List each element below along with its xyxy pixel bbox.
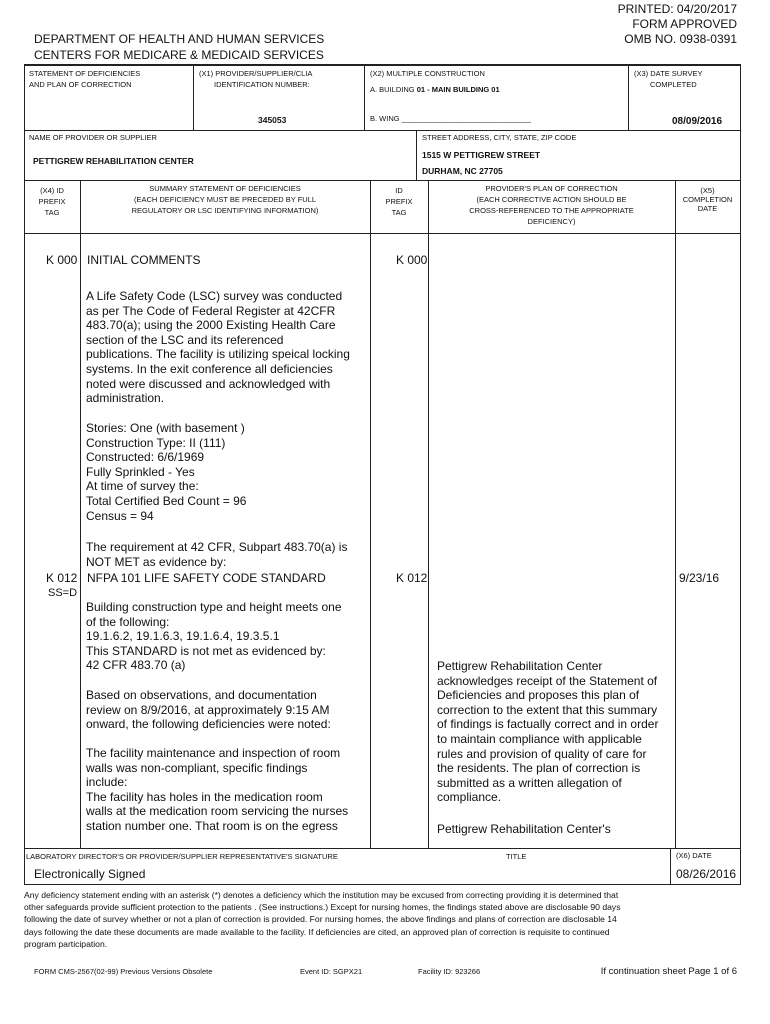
id-header-line2: PREFIX	[385, 197, 413, 206]
x5-header-line2: COMPLETION	[682, 195, 733, 204]
id-header-line1: ID	[395, 186, 403, 195]
plan-continuation: Pettigrew Rehabilitation Center's	[437, 822, 611, 836]
divider-x1	[193, 64, 194, 130]
tag-k012: K 012	[46, 571, 78, 585]
x4-header-line1: (X4) ID	[40, 186, 64, 195]
divider-x3	[628, 64, 629, 130]
tag-k012-right: K 012	[396, 571, 428, 585]
statement-label-line1: STATEMENT OF DEFICIENCIES	[29, 69, 141, 78]
title-label: TITLE	[506, 852, 527, 861]
nfpa-heading: NFPA 101 LIFE SAFETY CODE STANDARD	[87, 571, 326, 585]
tag-k000: K 000	[46, 253, 78, 267]
paragraph-findings: The facility maintenance and inspection of room walls was non-compliant, specific findings include: The facility has holes in the medication room walls at the medication room servicing the nurses station number one. That room is on the egress	[86, 746, 349, 833]
plan-header-line4: DEFICIENCY)	[527, 217, 576, 226]
initial-comments-heading: INITIAL COMMENTS	[87, 253, 201, 267]
rule-before-signature	[24, 848, 741, 849]
plan-header-line1: PROVIDER'S PLAN OF CORRECTION	[485, 184, 618, 193]
street-label: STREET ADDRESS, CITY, STATE, ZIP CODE	[422, 133, 577, 142]
signature-label: LABORATORY DIRECTOR'S OR PROVIDER/SUPPLIER REPRESENTATIVE'S SIGNATURE	[26, 852, 338, 861]
form-number: FORM CMS-2567(02-99) Previous Versions Obsolete	[34, 967, 213, 976]
signature-value: Electronically Signed	[34, 867, 146, 881]
tag-k000-right: K 000	[396, 253, 428, 267]
right-border	[740, 64, 741, 884]
id-header-line3: TAG	[391, 208, 407, 217]
wing-line: B. WING _______________________________	[370, 114, 531, 123]
paragraph-requirement: The requirement at 42 CFR, Subpart 483.70(a) is NOT MET as evidence by:	[86, 540, 348, 569]
rule-after-name	[24, 180, 741, 181]
x5-header-line3: DATE	[697, 204, 718, 213]
divider-col-prefix	[80, 180, 81, 848]
summary-header-line3: REGULATORY OR LSC IDENTIFYING INFORMATION)	[131, 206, 319, 215]
provider-name-label: NAME OF PROVIDER OR SUPPLIER	[29, 133, 157, 142]
facility-id: Facility ID: 923266	[418, 967, 481, 976]
x3-label-line2: COMPLETED	[650, 80, 697, 89]
summary-header-line2: (EACH DEFICIENCY MUST BE PRECEDED BY FULL	[133, 195, 317, 204]
plan-header-line3: CROSS-REFERENCED TO THE APPROPRIATE	[469, 206, 634, 215]
divider-address	[416, 130, 417, 180]
x1-label-line1: (X1) PROVIDER/SUPPLIER/CLIA	[199, 69, 313, 78]
signature-date: 08/26/2016	[676, 867, 737, 881]
divider-col-summary	[370, 180, 371, 848]
divider-x2	[364, 64, 365, 130]
divider-signature-date	[670, 848, 671, 884]
form-approved: FORM APPROVED	[632, 17, 737, 31]
top-rule	[24, 64, 741, 66]
paragraph-lsc-survey: A Life Safety Code (LSC) survey was conducted as per The Code of Federal Register at 42CFR 483.70(a); using the 2000 Existing Health Care section of the LSC and its referenced publications. The facility is utilizing speical locking systems. In the exit conference all deficiencies noted were discussed and acknowledged with administration.	[86, 289, 350, 406]
survey-date: 08/09/2016	[672, 116, 723, 127]
x3-label-line1: (X3) DATE SURVEY	[634, 69, 703, 78]
divider-col-plan	[675, 180, 676, 848]
building-prefix: A. BUILDING	[370, 85, 415, 94]
rule-after-col-headers	[24, 233, 741, 234]
x2-label: (X2) MULTIPLE CONSTRUCTION	[370, 69, 485, 78]
provider-number: 345053	[258, 115, 287, 125]
event-id: Event ID: SGPX21	[300, 967, 363, 976]
x4-header-line2: PREFIX	[38, 197, 66, 206]
city-state-zip: DURHAM, NC 27705	[422, 166, 503, 176]
completion-date: 9/23/16	[679, 571, 720, 585]
printed-date: PRINTED: 04/20/2017	[617, 2, 737, 16]
plan-of-correction-text: Pettigrew Rehabilitation Center acknowledges receipt of the Statement of Deficiencies and proposes this plan of correction to the extent that this summary of findings is factually correct and in order to maintain compliance with applicable rules and provision of quality of care for the residents. The plan of correction is submitted as a written allegation of compliance.	[437, 659, 659, 805]
building-value: 01 - MAIN BUILDING 01	[416, 85, 500, 94]
street-address: 1515 W PETTIGREW STREET	[422, 150, 541, 160]
paragraph-observations: Based on observations, and documentation review on 8/9/2016, at approximately 9:15 AM onward, the following deficiencies were noted:	[86, 688, 331, 732]
x1-label-line2: IDENTIFICATION NUMBER:	[214, 80, 310, 89]
paragraph-building-facts: Stories: One (with basement ) Construction Type: II (111) Constructed: 6/6/1969 Fully Sprinkled - Yes At time of survey the: Total Certified Bed Count = 96 Census = 94	[86, 421, 247, 523]
summary-header-line1: SUMMARY STATEMENT OF DEFICIENCIES	[149, 184, 301, 193]
paragraph-construction-standard: Building construction type and height meets one of the following: 19.1.6.2, 19.1.6.3, 19.1.6.4, 19.3.5.1 This STANDARD is not met as evidenced by: 42 CFR 483.70 (a)	[86, 600, 342, 673]
signature-date-label: (X6) DATE	[676, 851, 712, 860]
department-title: DEPARTMENT OF HEALTH AND HUMAN SERVICES	[34, 32, 325, 46]
divider-col-id	[428, 180, 429, 848]
plan-header-line2: (EACH CORRECTIVE ACTION SHOULD BE	[476, 195, 627, 204]
disclosure-note: Any deficiency statement ending with an asterisk (*) denotes a deficiency which the institution may be excused from correcting providing it is determined that other safeguards provide sufficient protection to the patients . (See instructions.) Except for nursing homes, the findings stated above are disclosable 90 days following the date of survey whether or not a plan of correction is provided. For nursing homes, the above findings and plans of correction are disclosable 14 days following the date these documents are made available to the facility. If deficiencies are cited, an approved plan of correction is requisite to continued program participation.	[24, 890, 621, 949]
page-indicator: If continuation sheet Page 1 of 6	[600, 966, 737, 977]
centers-title: CENTERS FOR MEDICARE & MEDICAID SERVICES	[34, 48, 324, 62]
omb-number: OMB NO. 0938-0391	[624, 32, 737, 46]
x5-header-line1: (X5)	[700, 186, 715, 195]
severity-scope: SS=D	[48, 587, 78, 599]
building-line	[370, 85, 500, 94]
x4-header-line3: TAG	[44, 208, 60, 217]
rule-after-signature	[24, 884, 741, 885]
rule-after-ids	[24, 130, 741, 131]
statement-label-line2: AND PLAN OF CORRECTION	[29, 80, 132, 89]
provider-name: PETTIGREW REHABILITATION CENTER	[33, 156, 194, 166]
